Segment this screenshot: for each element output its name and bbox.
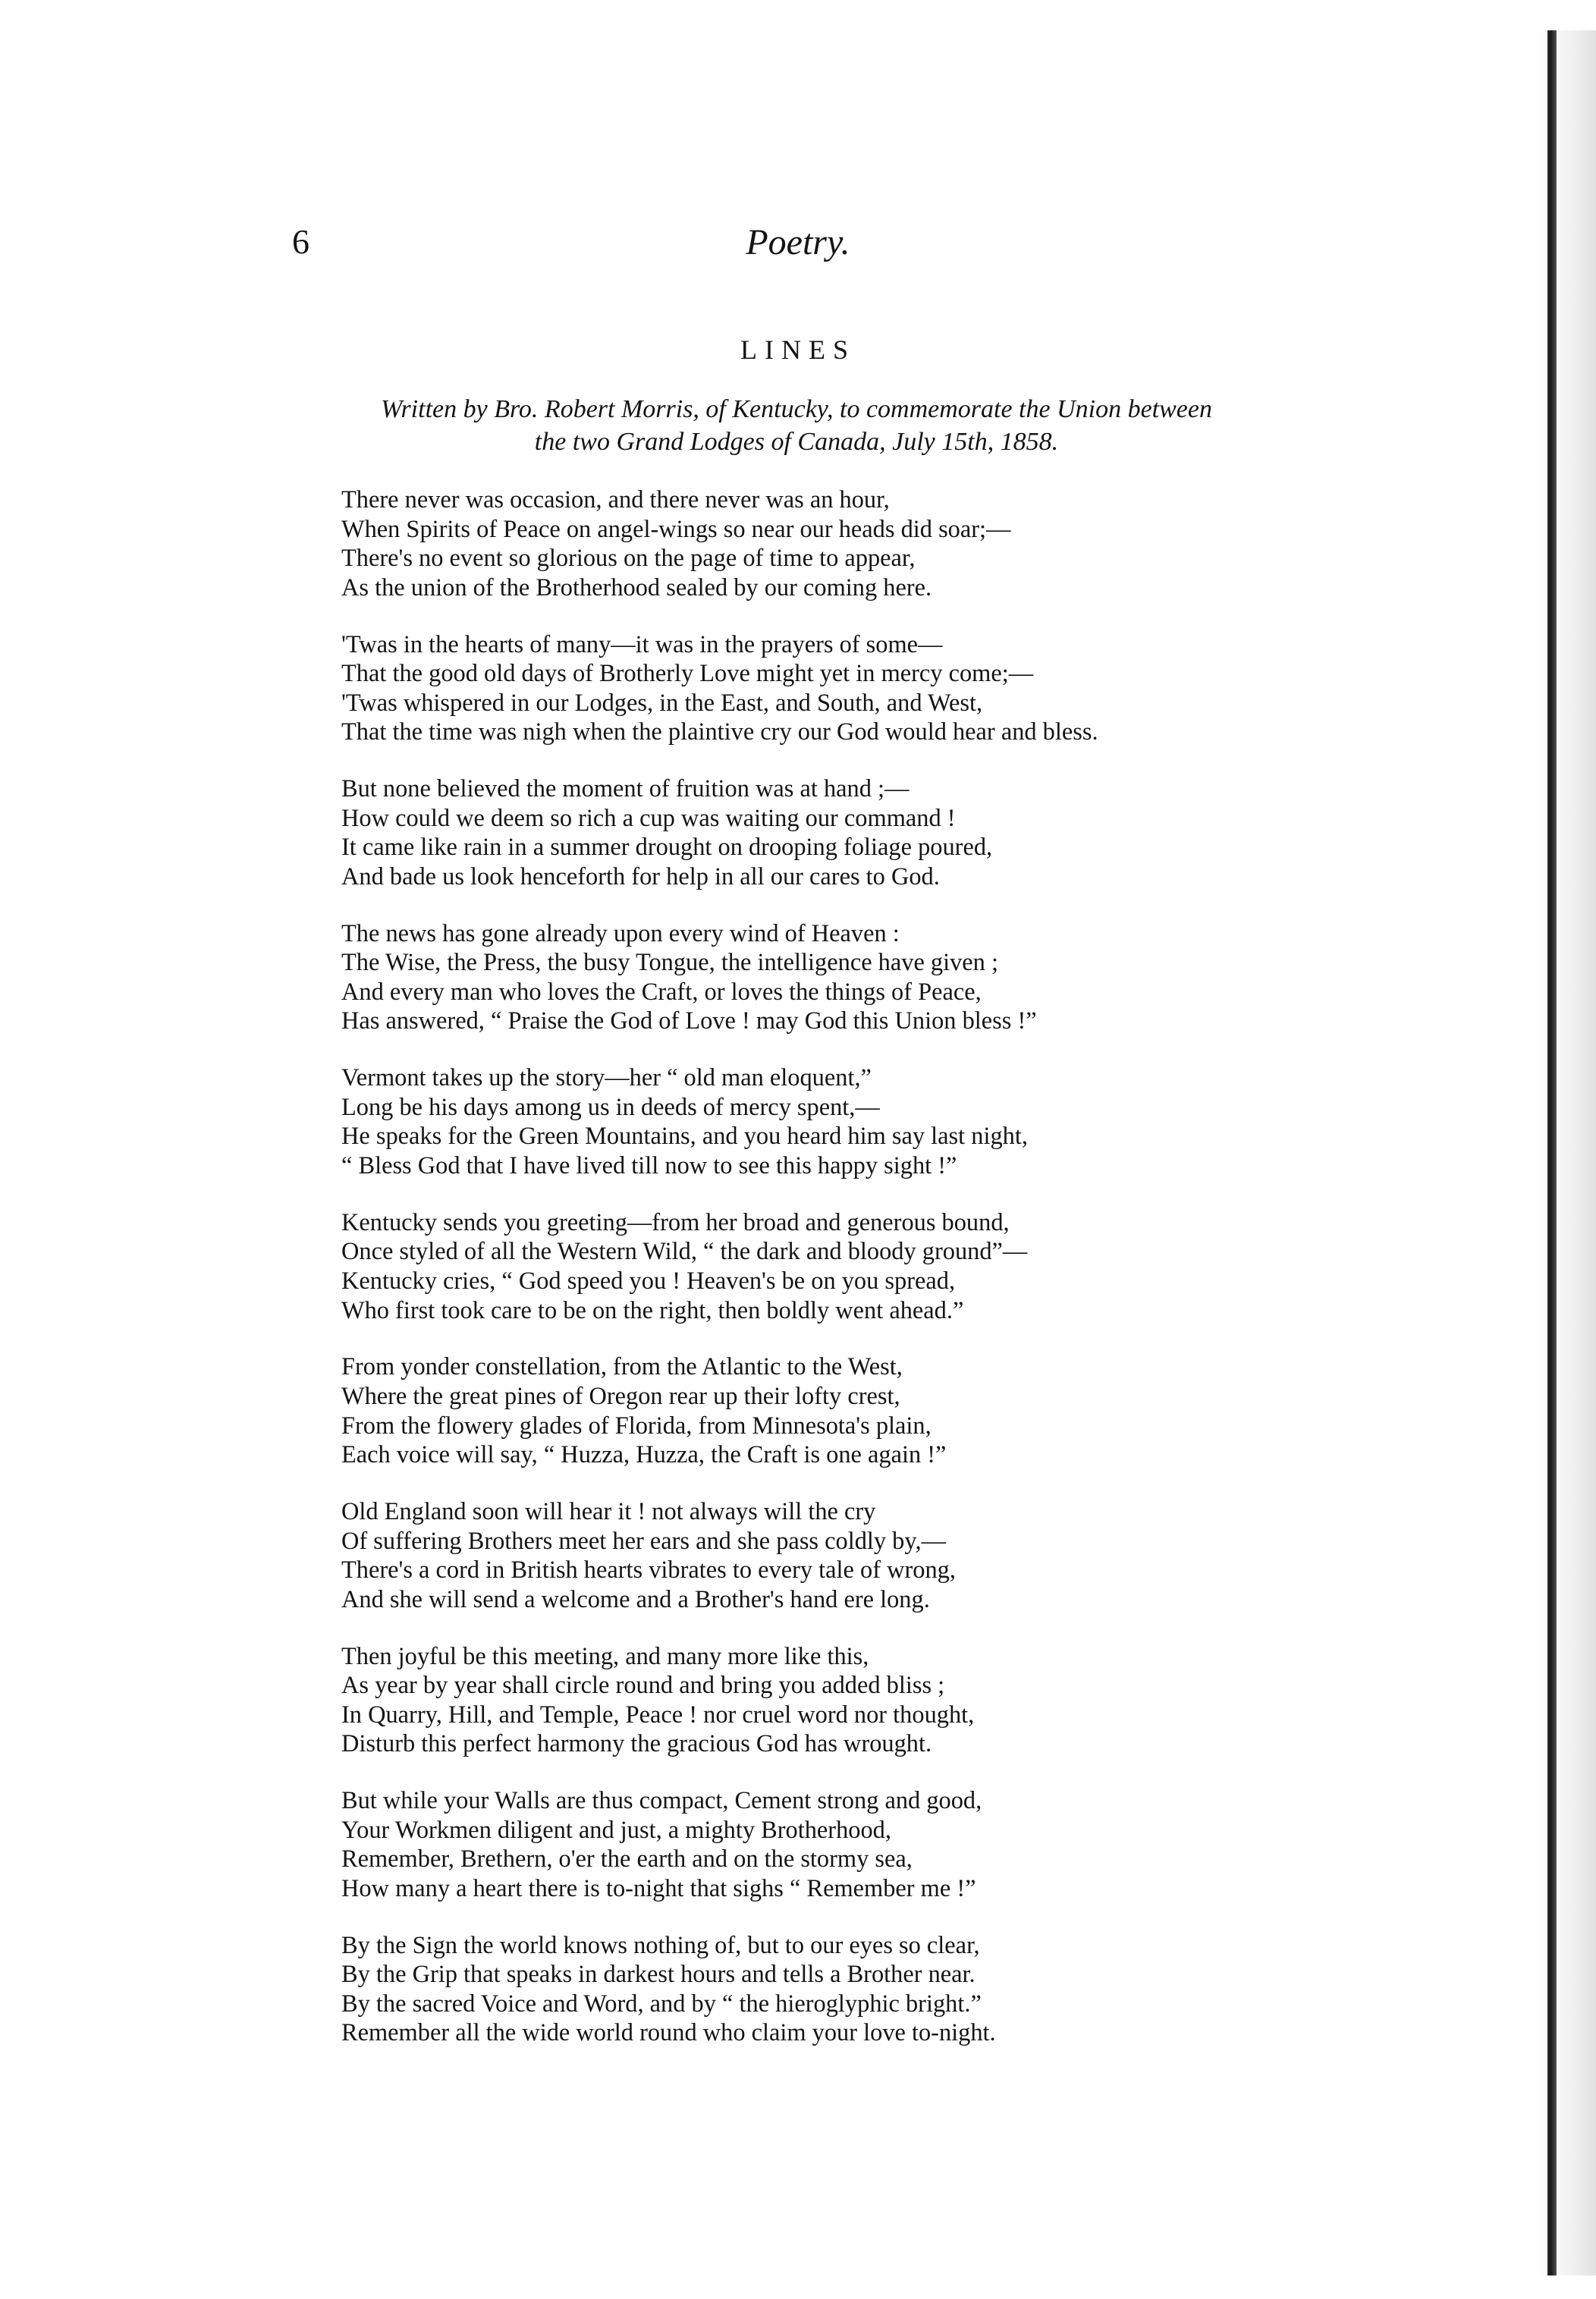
poem-line: Each voice will say, “ Huzza, Huzza, the Craft is one again !” <box>341 1441 947 1469</box>
stanza <box>341 1786 1327 1903</box>
poem-line: Remember all the wide world round who claim your love to-night. <box>341 2019 996 2047</box>
poem-title: LINES <box>740 334 856 365</box>
stanza <box>341 1352 1327 1469</box>
poem-line: There never was occasion, and there never was an hour, <box>341 486 890 514</box>
poem-line: Has answered, “ Praise the God of Love ! may God this Union bless !” <box>341 1007 1037 1035</box>
poem-line: Kentucky sends you greeting—from her broad and generous bound, <box>341 1208 1010 1236</box>
page-edge-shadow <box>1532 30 1596 2275</box>
stanza <box>341 1208 1327 1325</box>
poem-line: As year by year shall circle round and bring you added bliss ; <box>341 1672 945 1700</box>
page-number: 6 <box>292 222 309 261</box>
poem-line: As the union of the Brotherhood sealed by our coming here. <box>341 573 932 601</box>
stanza <box>341 1931 1327 2048</box>
subtitle-line: Written by Bro. Robert Morris, of Kentucky, to commemorate the Union between <box>381 395 1212 423</box>
poem-line: Once styled of all the Western Wild, “ the dark and bloody ground”— <box>341 1238 1028 1266</box>
poem-line: But none believed the moment of fruition was at hand ;— <box>341 775 910 803</box>
poem-line: Who first took care to be on the right, then boldly went ahead.” <box>341 1296 964 1324</box>
poem-line: Then joyful be this meeting, and many more like this, <box>341 1642 869 1670</box>
poem-line: In Quarry, Hill, and Temple, Peace ! nor cruel word nor thought, <box>341 1701 975 1729</box>
poem-line: There's no event so glorious on the page of time to appear, <box>341 545 916 573</box>
poem-line: When Spirits of Peace on angel-wings so near our heads did soar;— <box>341 515 1011 543</box>
stanza <box>341 485 1327 602</box>
page-edge-binding <box>1547 30 1557 2275</box>
poem-line: From yonder constellation, from the Atlantic to the West, <box>341 1353 903 1381</box>
poem-line: “ Bless God that I have lived till now to see this happy sight !” <box>341 1152 957 1180</box>
poem-line: There's a cord in British hearts vibrates to every tale of wrong, <box>341 1556 956 1584</box>
poem-line: Kentucky cries, “ God speed you ! Heaven's be on you spread, <box>341 1267 956 1295</box>
stanza <box>341 1063 1327 1180</box>
page-header <box>0 221 1596 282</box>
poem-line: Long be his days among us in deeds of mercy spent,— <box>341 1093 880 1121</box>
poem-line: And she will send a welcome and a Brother's hand ere long. <box>341 1585 930 1613</box>
stanza <box>341 919 1327 1036</box>
poem-line: By the sacred Voice and Word, and by “ the hieroglyphic bright.” <box>341 1990 982 2018</box>
poem-line: He speaks for the Green Mountains, and you heard him say last night, <box>341 1123 1028 1151</box>
stanza <box>341 1642 1327 1759</box>
stanza <box>341 774 1327 891</box>
poem-line: That the good old days of Brotherly Love might yet in mercy come;— <box>341 660 1034 688</box>
running-head: Poetry. <box>746 222 850 262</box>
poem-line: And every man who loves the Craft, or loves the things of Peace, <box>341 978 982 1006</box>
poem-subtitle <box>296 393 1297 458</box>
poem-line: How could we deem so rich a cup was waiting our command ! <box>341 804 956 832</box>
poem-line: By the Sign the world knows nothing of, but to our eyes so clear, <box>341 1931 980 1959</box>
poem-line: Vermont takes up the story—her “ old man eloquent,” <box>341 1064 872 1092</box>
poem-line: Old England soon will hear it ! not always will the cry <box>341 1497 876 1525</box>
stanza <box>341 630 1327 747</box>
subtitle-line: the two Grand Lodges of Canada, July 15th, 1858. <box>534 428 1059 456</box>
poem-line: And bade us look henceforth for help in all our cares to God. <box>341 862 940 890</box>
poem-line: Of suffering Brothers meet her ears and she pass coldly by,— <box>341 1527 946 1555</box>
poem-line: By the Grip that speaks in darkest hours and tells a Brother near. <box>341 1961 976 1989</box>
poem-line: Remember, Brethern, o'er the earth and on the stormy sea, <box>341 1845 913 1873</box>
poem-line: But while your Walls are thus compact, Cement strong and good, <box>341 1787 982 1815</box>
stanza <box>341 1497 1327 1614</box>
poem-line: How many a heart there is to-night that sighs “ Remember me !” <box>341 1874 976 1902</box>
poem-line: That the time was nigh when the plaintive cry our God would hear and bless. <box>341 718 1098 746</box>
poem-body <box>341 485 1327 2075</box>
poem-line: 'Twas in the hearts of many—it was in the prayers of some— <box>341 630 943 658</box>
poem-line: The news has gone already upon every wind of Heaven : <box>341 919 900 947</box>
poem-line: Disturb this perfect harmony the gracious God has wrought. <box>341 1730 932 1758</box>
poem-line: It came like rain in a summer drought on drooping foliage poured, <box>341 834 993 862</box>
poem-line: Where the great pines of Oregon rear up their lofty crest, <box>341 1382 900 1410</box>
poem-line: From the flowery glades of Florida, from Minnesota's plain, <box>341 1412 932 1440</box>
poem-line: Your Workmen diligent and just, a mighty Brotherhood, <box>341 1816 891 1844</box>
poem-line: The Wise, the Press, the busy Tongue, the intelligence have given ; <box>341 949 998 977</box>
poem-line: 'Twas whispered in our Lodges, in the East, and South, and West, <box>341 689 983 717</box>
